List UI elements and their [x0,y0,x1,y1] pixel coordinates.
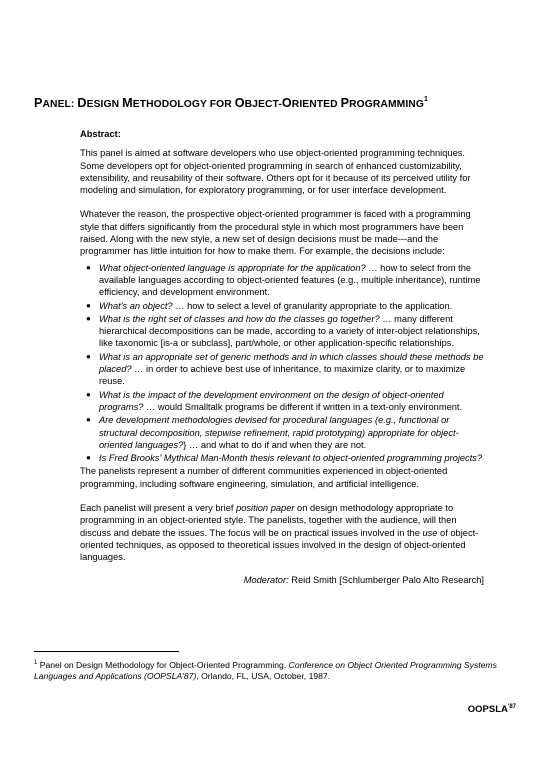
bullet-icon: ● [86,300,91,310]
list-item [80,452,484,464]
bullet-icon: ● [86,389,91,399]
decision-question: Are development methodologies devised for procedural languages (e.g., functional or structural decomposition, stepwise refinement, rapid prototyping) appropriate for object-oriented languages? [99,415,459,450]
bullet-icon: ● [86,313,91,323]
decision-question: What is the impact of the development environment on the design of object-oriented programs? [99,389,444,412]
bullet-icon: ● [86,415,91,425]
decision-question: Is Fred Brooks' Mythical Man-Month thesis relevant to object-oriented programming projects? [99,453,483,464]
footnote-mark: 1 [34,660,38,666]
title-cap: P [340,96,350,110]
list-item [80,389,484,414]
decision-detail: } … and what to do if and when they are not. [183,439,367,450]
title-part: RIENTED [291,99,341,110]
footnote-venue: Conference on Object Oriented Programming Systems Languages and Applications (OOPSLA'87) [34,659,497,682]
page-title [34,96,524,110]
title-part: ETHODOLOGY FOR [132,99,235,110]
decision-detail: … in order to achieve best use of inheritance, to maximize clarity, or to maximize reuse. [99,364,466,387]
title-part: ANEL: [42,99,78,110]
intro-paragraph: This panel is aimed at software developers who use object-oriented programming techniques. Some developers opt for object-oriented programming in search of enhanced customizability, extensibility, and reusability of their software. Others opt for it because of its perceived utility for modeling and simulation, for exploratory programming, or for user interface development. [80,148,471,196]
conference-mark [468,704,516,715]
decision-question: What is an appropriate set of generic methods and in which classes should these methods be placed? [99,351,484,375]
each-panelist-paragraph [80,502,484,563]
conference-year: '87 [507,704,516,710]
list-item [80,414,484,451]
moderator-name: Reid Smith [Schlumberger Palo Alto Research] [288,574,484,585]
paragraph-emphasis: position paper [236,503,295,514]
abstract-body [80,128,484,586]
list-item [80,313,484,350]
list-item [80,262,484,299]
moderator-label: Moderator: [243,574,289,585]
paragraph-text: on design methodology appropriate to programming in an object-oriented style. The panelists, together with the audience, will then discuss and debate the issues. The focus will be on practical issues involved in the [80,503,457,538]
footnote-divider [34,651,179,652]
abstract-heading: Abstract: [80,129,121,139]
paragraph-text: of object-oriented techniques, as opposed to theoretical issues involved in the design of object-oriented languages. [80,527,479,563]
decision-detail: … many different hierarchical decompositions can be made, according to a variety of inter-object relationships, like taxonomic [is-a or subclass], part/whole, or other application-specific relationships. [99,313,480,349]
bullet-icon: ● [86,262,91,272]
title-cap: M [122,96,133,110]
conference-name: OOPSLA [467,704,508,716]
moderator-line [80,574,484,586]
title-part: ESIGN [86,99,123,110]
paragraph-emphasis: use [422,527,438,538]
decision-list [80,262,484,465]
panelists-paragraph: The panelists represent a number of different communities experienced in object-oriented programming, including software engineering, simulation, and artificial intelligence. [80,466,448,489]
decision-detail: … would Smalltalk programs be different if written in a text-only environment. [143,401,463,412]
decision-question: What's an object? [99,300,173,311]
decision-detail: … how to select from the available languages according to object-oriented features (e.g., multiple inheritance), runtime efficiency, and development environment. [99,262,481,298]
bullet-icon: ● [86,351,91,361]
title-part: - [278,99,282,110]
title-cap: P [34,96,43,110]
footnote-text: Panel on Design Methodology for Object-Oriented Programming. [37,659,289,670]
title-cap: O [234,96,245,110]
bullet-icon: ● [86,453,91,463]
title-cap: O [281,96,292,110]
decision-question: What is the right set of classes and how do the classes go together? [99,313,380,324]
footnote-rest: , Orlando, FL, USA, October, 1987. [196,671,331,682]
decision-detail: … how to select a level of granularity appropriate to the application. [172,300,453,311]
list-item [80,300,484,312]
title-part: BJECT [244,99,279,110]
title-footnote-mark[interactable]: 1 [423,95,428,103]
reason-paragraph: Whatever the reason, the prospective object-oriented programmer is faced with a programming style that differs significantly from the procedural style in which most programmers have been raised. Along with the new style, a new set of design decisions must be made---and the programmer has little intuition for how to make them. For example, the decisions include: [80,209,471,257]
list-item [80,351,484,388]
footnote [34,658,524,683]
title-cap: D [77,96,87,110]
decision-question: What object-oriented language is appropriate for the application? [99,262,366,273]
title-part: ROGRAMMING [349,99,424,110]
paragraph-text: Each panelist will present a very brief [80,503,237,514]
